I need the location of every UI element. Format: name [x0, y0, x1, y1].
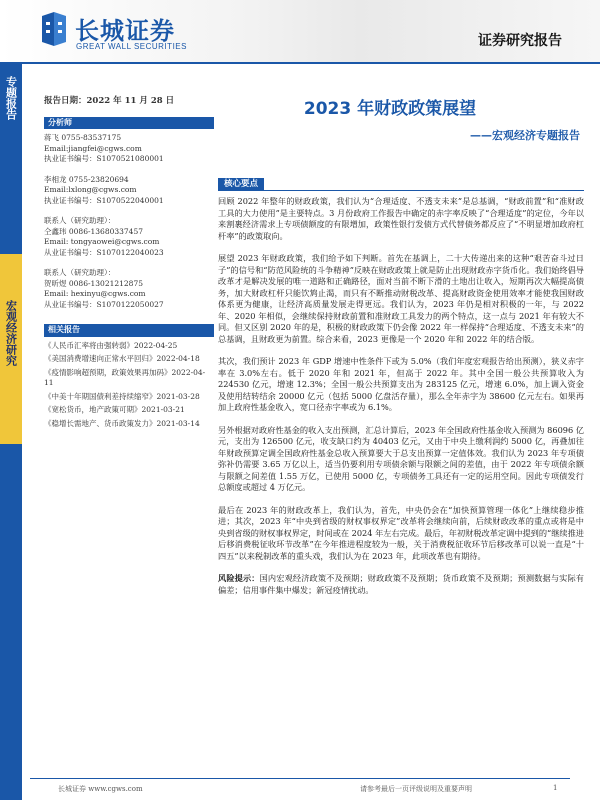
report-date: 报告日期：2022 年 11 月 28 日 [44, 96, 175, 106]
related-report-item[interactable]: 《中美十年期国债利差持续缩窄》2021-03-28 [44, 391, 200, 401]
analyst-license: 执业证书编号：S1070521080001 [44, 154, 164, 163]
sidebar-report-category [0, 76, 22, 125]
logo-english-text: GREAT WALL SECURITIES [76, 42, 187, 51]
contact-phone: 贺昕煜 0086-13021212875 [44, 278, 143, 288]
body-paragraph: 回顾 2022 年整年的财政政策，我们认为“合理适度、不透支未来”是总基调，“财政前置”和“准财政工具的大力使用”是主要特点。3 月份政府工作报告中确定的赤字率反映了“合理适度”的定位，今年以来割裹经济需求上专项债额度的有限增加，政策性银行发债方式代替债务都反应了“不明显增加政府杠杆率”的政策取向。 [218, 196, 584, 241]
sidebar-bottom-band [0, 444, 22, 800]
core-points-rule [218, 178, 584, 191]
analyst-phone: 蒋飞 0755-83537175 [44, 133, 122, 142]
analyst-email[interactable]: Email:lxlong@cgws.com [44, 185, 137, 194]
body-paragraph: 其次，我们预计 2023 年 GDP 增速中性条件下或为 5.0%（我们年度宏观报告给出预测），狭义赤字率在 3.0%左右。低于 2020 年和 2021 年，但高于 2022 年。其中全国一般公共预算收入为 224530 亿元，增速 12.3%；全国一般公共预算支出为 283125 亿元，增速 6.0%，加上调入资金及使用结转结余 20000 亿元（包括 5000 亿盘活存量），那么全年赤字为 38600 亿元左右。如果再加上政府性基金收入，宽口径赤字率或为 6.1%。 [218, 356, 584, 412]
body-paragraph: 展望 2023 年财政政策，我们给予如下判断。首先在基调上，二十大传递出来的这种“艰苦奋斗过日子”的信号和“防范风险统的斗争精神”反映在财政政策上就是防止出现财政赤字货币化。我们始终倡导改革才是解决发展的唯一道路和正确路径，面对当前不断下滑的土地出让收入，短期再次大幅提高债务，加大财政杠杆只能饮鸩止渴，而只有不断推动财税改革、提高财政资金使用效率才能使我国财政体系更为健康，让经济高质量发展走得更远。我们认为，2023 年仍是相对积极的一年，与 2022 年、2020 年相似，会继续保持财政前置和准财政工具发力的两个特点，这一点与 2021 年有较大不同。但又区别 2020 年的是，积极的财政政策下仍会像 2022 年一样保持“合理适度、不透支未来”的总基调，且财政更为前置。综合来看，2023 更像是一个 2020 年和 2022 年的结合版。 [218, 253, 584, 344]
page-number: 1 [553, 784, 558, 792]
great-wall-logo-icon [40, 12, 68, 46]
contact-email[interactable]: Email: hexinyu@cgws.com [44, 289, 146, 298]
related-report-item[interactable]: 《人民币汇率将由强转弱》2022-04-25 [44, 340, 178, 350]
sidebar-top-label: 专题报告 [4, 76, 18, 120]
related-report-item[interactable]: 《疫情影响超预期，政策效果再加码》2022-04-11 [44, 367, 206, 387]
sidebar-mid-label: 宏观经济研究 [4, 300, 18, 366]
related-report-item[interactable]: 《稳增长需地产、货币政策发力》2021-03-14 [44, 418, 200, 428]
report-subtitle: ——宏观经济专题报告 [470, 129, 580, 142]
contact-phone: 仝鑫玮 0086-13680337457 [44, 226, 143, 236]
sidebar-research-field [0, 300, 22, 371]
header-divider [0, 62, 600, 64]
contact-license: 从业证书编号：S1070122050027 [44, 299, 164, 309]
analyst-entry [44, 133, 214, 165]
related-report-item[interactable]: 《美国消费增速向正常水平回归》2022-04-18 [44, 354, 200, 363]
logo-text: 长城证券 [75, 17, 175, 45]
contact-entry [44, 216, 214, 258]
contact-license: 从业证书编号：S1070122040023 [44, 247, 164, 257]
related-report-item[interactable]: 《宽松货币，地产政策可期》2021-03-21 [44, 405, 185, 414]
body-paragraph: 最后在 2023 年的财政改革上，我们认为，首先，中央仍会在“加快预算管理一体化”上继续稳步推进；其次，2023 年“中央到省级的财权事权界定”改革将会继续向前，后续财政改革的重点或将是中央到省级的财权事权界定，时间或在 2024 年左右完成。最后，年初财税改革定调中提到的“继续推进后移消费税征收环节改革”在今年推进程度较为一般，关于消费税征收环节后移改革可以说一直是“十四五”以来税制改革的重头戏，我们认为在 2023 年，此项改革也有期待。 [218, 504, 584, 561]
contact-email[interactable]: Email: tongyaowei@cgws.com [44, 237, 160, 246]
body-paragraph: 另外根据对政府性基金的收入支出预测，汇总计算后，2023 年全国政府性基金收入预测为 86096 亿元，支出为 126500 亿元，收支缺口约为 40403 亿元，又由于中央上缴利润约 5000 亿，再叠加往年财政预算定调全国政府性基金总收入预算要大于总支出预算一定值体效。我们认为 2023 年专项债弥补仍需要 3.65 万亿以上，适当仍要利用专项债余额与限额之间的差值，由于 2022 年专项债余额与限额之间差值 1.55 万亿，已使用 5000 亿，专项债务工具还有一定的运用空间。因此专项债发行总额度或超过 4 万亿元。 [218, 424, 584, 492]
risk-warning [218, 573, 584, 596]
contact-role: 联系人（研究助理）： [44, 268, 116, 277]
contact-role: 联系人（研究助理）： [44, 216, 116, 225]
analyst-phone: 李相龙 0755-23820694 [44, 174, 129, 184]
footer-disclaimer-note: 请参考最后一页评级说明及重要声明 [360, 785, 472, 793]
related-reports-header: 相关报告 [44, 324, 214, 337]
left-info-column [44, 96, 214, 432]
main-body [218, 196, 584, 607]
core-points-header: 核心要点 [218, 178, 264, 191]
report-title: 2023 年财政政策展望 [303, 99, 477, 119]
footer-website[interactable]: 长城证券 www.cgws.com [58, 785, 143, 793]
analyst-email[interactable]: Email:jiangfei@cgws.com [44, 143, 142, 153]
footer-divider [30, 778, 570, 779]
report-header [0, 0, 600, 62]
analyst-license: 执业证书编号：S1070522040001 [44, 195, 164, 205]
risk-text: 国内宏观经济政策不及预期；财政政策不及预期；货币政策不及预期；预测数据与实际有偏差；信用事件集中爆发；新冠疫情扰动。 [218, 573, 584, 595]
analyst-entry [44, 175, 214, 207]
risk-label: 风险提示： [218, 573, 260, 583]
related-reports-list [44, 341, 214, 430]
report-type-label: 证券研究报告 [478, 33, 562, 49]
contact-entry [44, 268, 214, 310]
analyst-section-header: 分析师 [44, 117, 214, 130]
